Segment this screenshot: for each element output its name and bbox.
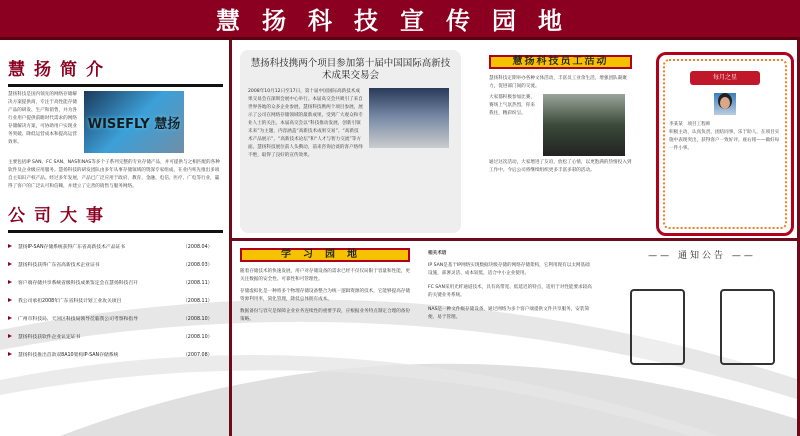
glossary-paragraph: NAS是一种文件级存储设备，通过网络为多个客户端提供文件共享服务，安装简便、易于管理。 [428, 307, 590, 320]
office-logo-photo: WISEFLY 慧扬 [84, 91, 184, 153]
glossary-section [428, 250, 593, 322]
intro-section [8, 55, 223, 363]
page-header [0, 0, 800, 40]
events-list [8, 237, 223, 363]
list-item[interactable]: 慧扬科技获软件企业认定证书 （2008.10） [8, 327, 223, 345]
learning-title: 学习园地 [240, 248, 410, 262]
learning-paragraph: 数据备份与容灾是保障企业业务连续性的重要手段，应根据业务特点制定合理的备份策略。 [240, 309, 410, 322]
avatar [714, 93, 736, 115]
glossary-paragraph: FC SAN采用光纤通道技术，具有高带宽、低延迟的特点，适用于对性能要求较高的关键业务系统。 [428, 285, 592, 298]
list-item[interactable]: 慧扬科技获得广东省高新技术企业证书 （2008.03） [8, 255, 223, 273]
learning-section [240, 248, 410, 324]
triangle-bullet-icon [8, 298, 12, 302]
list-item[interactable]: 慧扬IP-SAN存储系统获得广东省高新技术产品证书 （2008.04） [8, 237, 223, 255]
notice-title: —— 通知公告 —— [648, 251, 756, 261]
glossary-heading: 相关术语 [428, 251, 447, 256]
notice-board-frame [720, 289, 775, 365]
title-bar [8, 230, 223, 233]
news-headline: 慧扬科技携两个项目参加第十届中国国际高新技术成果交易会 [250, 58, 451, 81]
monthly-star-ribbon: 每月之星 [690, 71, 760, 85]
title-bar [8, 84, 223, 87]
notice-board-frame [630, 289, 685, 365]
learning-paragraph: 存储虚拟化是一种将多个物理存储设备整合为统一逻辑资源的技术，它能够提高存储资源利用率，简化管理，降低总体拥有成本。 [240, 289, 410, 302]
news-panel [240, 50, 461, 233]
triangle-bullet-icon [8, 316, 12, 320]
staff-paragraph: 慧扬科技定期举办各种文体活动，丰富员工业余生活，增强团队凝聚力，促进部门间的交流。 [489, 76, 627, 89]
divider [229, 238, 800, 241]
list-item[interactable]: 慧扬科技推出首款双8A10架构IP-SAN存储系统 （2007.08） [8, 345, 223, 363]
star-description: 积极主动，认真负责，团结同事，乐于助人，在项目实施中表现突出，获得客户一致好评。座右铭——做好每一件小事。 [669, 130, 780, 151]
list-item[interactable]: 我公司承担2008年广东省科技计划工业攻关项目 （2008.11） [8, 291, 223, 309]
star-name: 李某某 项目工程师 [669, 122, 711, 127]
staff-activity-section [489, 55, 632, 175]
triangle-bullet-icon [8, 352, 12, 356]
intro-paragraph: 慧扬科技是国内领先的网络存储解决方案提供商，专注于高性能存储产品的研发、生产和销售，并为各行业用户提供前瞻时代需求的网络存储解决方案，可协助用户实现业务突破、降低运营成本和提高运营效率。 [8, 92, 77, 145]
list-item[interactable]: 客户端存储共享系统省级科技成果鉴定会在慧扬科技召开 （2008.11） [8, 273, 223, 291]
monthly-star-card [656, 52, 794, 236]
events-title: 公司大事 [8, 206, 112, 226]
list-item[interactable]: 广州市科技局、天河区科技局领导莅临我公司考察和指导 （2008.10） [8, 309, 223, 327]
page-title: 慧扬科技宣传园地 [216, 7, 584, 35]
intro-title: 慧扬简介 [8, 60, 112, 80]
intro-paragraph: 主要包括IP SAN、FC SAN、NAS和NAS等多个子系列完整的专业存储产品，并可提供与之相匹配的各种软件及企业级应用服务。慧扬科技的研发团队由多年从事存储领域的资深专家组成，在业内率先推出多项自主知识产权产品。经过多年发展，产品已广泛应用于政府、教育、金融、电信、医疗、广电等行业，赢得了客户的广泛认可和信赖，并建立了完善的销售与服务网络。 [8, 160, 220, 189]
triangle-bullet-icon [8, 262, 12, 266]
learning-paragraph: 随着存储技术的快速发展，用户对存储设备的需求已经不仅仅局限于容量和性能，更关注数据的安全性、可靠性和可管理性。 [240, 269, 410, 282]
triangle-bullet-icon [8, 334, 12, 338]
glossary-paragraph: IP SAN是基于IP网络实现数据块级存储的网络存储架构，它利用现有以太网基础设施，部署灵活、成本较低，适合中小企业使用。 [428, 263, 590, 276]
news-body: 2008年10月12日至17日，第十届中国国际高新技术成果交易会在深圳会展中心举行。本届高交会共吸引了来自世界各地的众多企业参展，慧扬科技携两个项目参展，展示了公司在网络存储领域的最新成果，受到广大观众和专业人士的关注。本届高交会以“科技推动发展、创新引领未来”为主题，内容涵盖“高新技术成果交易”、“高新技术产品展示”、“高新技术论坛”和“人才与智力交流”等方面。慧扬科技展位前人头攒动，前来咨询洽谈的客户络绎不绝，取得了良好的宣传效果。 [248, 89, 363, 158]
staff-title: 慧扬科技员工活动 [489, 55, 632, 69]
expo-photo [369, 88, 449, 148]
triangle-bullet-icon [8, 244, 12, 248]
staff-paragraph: 通过这次活动，大家增进了友谊，放松了心情，以更饱满的热情投入到工作中。今后公司将继续组织更多丰富多彩的活动。 [489, 160, 632, 173]
notice-section [612, 248, 792, 365]
staff-paragraph: 大家都积极参加比赛，赛场上气氛热烈，你来我往，精彩纷呈。 [489, 95, 535, 116]
triangle-bullet-icon [8, 280, 12, 284]
badminton-photo [543, 94, 625, 156]
